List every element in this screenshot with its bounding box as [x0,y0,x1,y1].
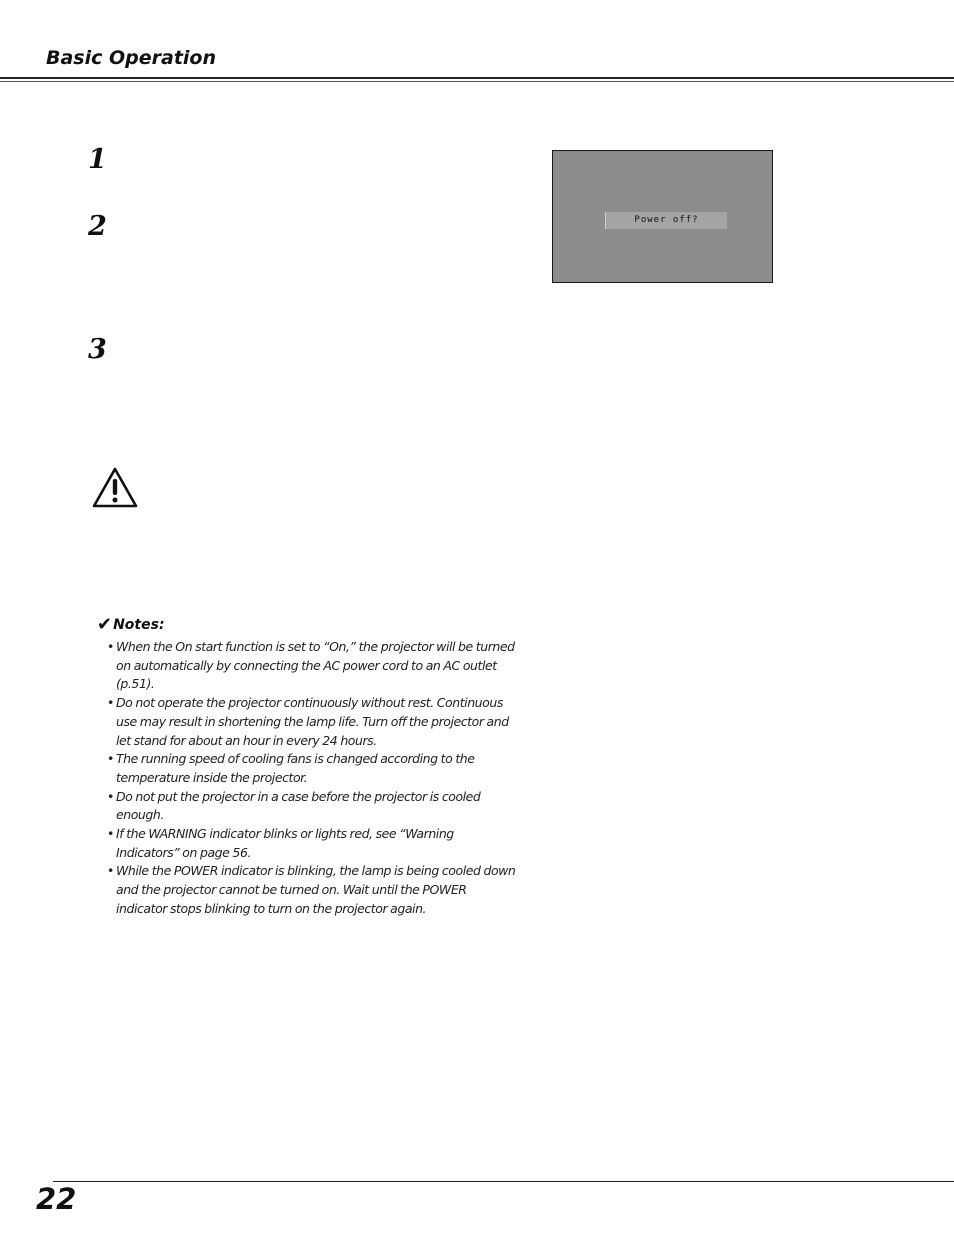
bullet: • [107,863,114,879]
note-text: If the WARNING indicator blinks or lights red, see “Warning Indicators” on page 56. [116,826,454,860]
power-off-dialog-text: Power off? [634,215,699,225]
note-item [97,862,517,918]
step-number-3: 3 [88,334,107,365]
bullet: • [107,751,114,767]
header-divider [0,77,954,79]
footer-divider [53,1181,954,1182]
note-item [97,694,517,750]
note-item [97,788,517,825]
step-number-2: 2 [88,211,107,242]
notes-section [97,616,517,919]
note-text: Do not put the projector in a case before the projector is cooled enough. [116,788,481,823]
bullet: • [107,639,114,654]
bullet: • [107,826,114,842]
notes-heading-label: Notes: [113,617,165,633]
power-off-dialog [605,212,727,229]
bullet: • [107,788,114,804]
note-item [97,638,517,694]
note-item [97,750,517,787]
warning-triangle-icon [92,466,138,508]
note-item [97,825,517,862]
step-number-1: 1 [88,144,107,175]
note-text: While the POWER indicator is blinking, the lamp is being cooled down and the projector cannot be turned on. Wait until the POWER indicator stops blinking to turn on the projector again. [116,863,516,916]
section-title: Basic Operation [46,47,217,69]
power-off-screen [552,150,773,283]
notes-list [97,638,517,919]
page-number: 22 [36,1182,77,1216]
header-divider-thin [0,81,954,82]
note-text: When the On start function is set to “On,” the projector will be turned on automatically by connecting the AC power cord to an AC outlet (p.51). [116,639,515,692]
check-mark-icon: ✔ [97,614,113,635]
note-text: The running speed of cooling fans is changed according to the temperature inside the projector. [116,751,475,785]
note-text: Do not operate the projector continuously without rest. Continuous use may result in shortening the lamp life. Turn off the projector and let stand for about an hour in every 24 hours. [116,695,509,748]
notes-heading [97,616,517,634]
bullet: • [107,695,114,711]
